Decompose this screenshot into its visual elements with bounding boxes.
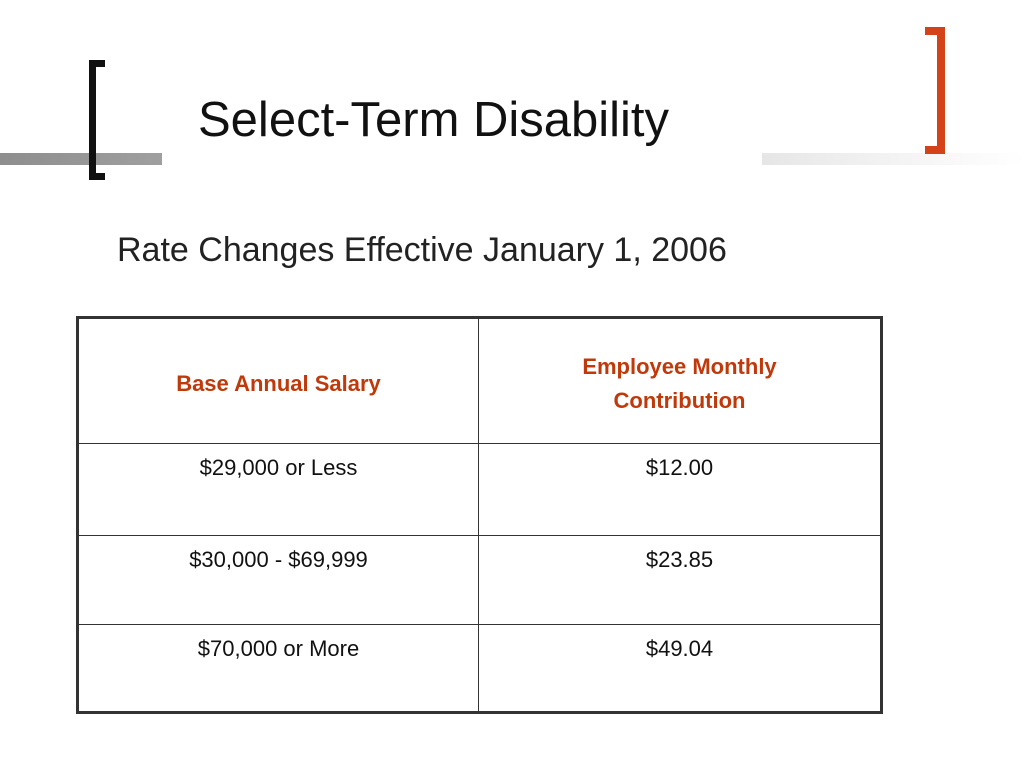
contribution-cell: $12.00 xyxy=(479,444,882,536)
salary-cell: $29,000 or Less xyxy=(78,444,479,536)
header-base-annual-salary: Base Annual Salary xyxy=(78,318,479,444)
title-mask xyxy=(162,150,762,168)
header-contribution-text: Employee Monthly Contribution xyxy=(582,354,777,413)
salary-cell: $30,000 - $69,999 xyxy=(78,536,479,625)
header-employee-monthly-contribution xyxy=(479,318,882,444)
contribution-cell: $23.85 xyxy=(479,536,882,625)
contribution-cell: $49.04 xyxy=(479,625,882,713)
right-bracket-decoration xyxy=(925,27,945,154)
rate-table xyxy=(76,316,883,714)
table-row xyxy=(78,536,882,625)
salary-cell: $70,000 or More xyxy=(78,625,479,713)
table-row xyxy=(78,625,882,713)
table-row xyxy=(78,444,882,536)
slide-title: Select-Term Disability xyxy=(198,93,670,147)
left-bracket-decoration xyxy=(89,60,105,180)
slide-subtitle: Rate Changes Effective January 1, 2006 xyxy=(117,231,727,269)
table-header-row xyxy=(78,318,882,444)
